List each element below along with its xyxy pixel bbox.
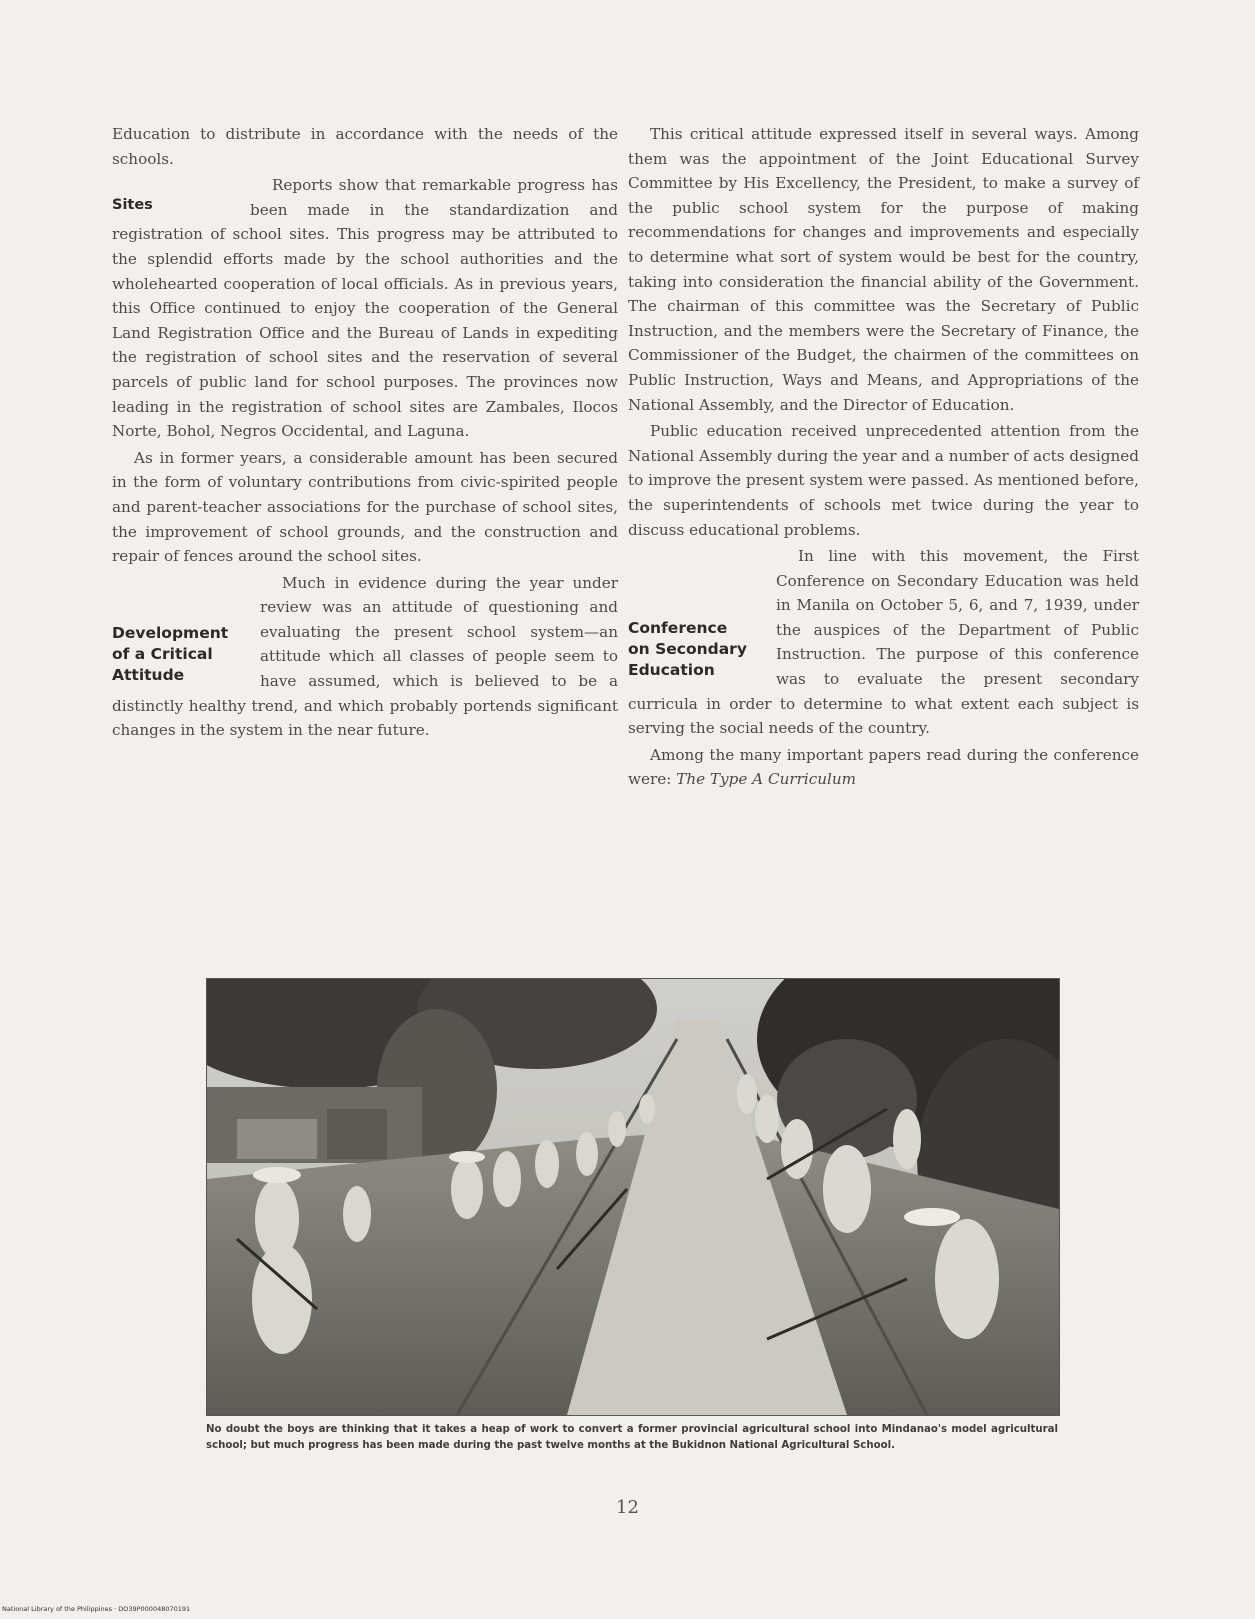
footer-credit: National Library of the Philippines · DO39P000048070191 <box>2 1605 191 1613</box>
left-paragraph-2: Reports show that remarkable progress has been made in the standardization and registration of school sites. This progress may be attributed to the splendid efforts made by the school authorities and the wholehearted cooperation of local officials. As in previous years, this Office continued to enjoy the cooperation of the General Land Registration Office and the Bureau of Lands in expediting the registration of school sites and the reservation of several parcels of public land for school purposes. The provinces now leading in the registration of school sites are Zambales, Ilocos Norte, Bohol, Negros Occidental, and Laguna. <box>112 176 618 441</box>
right-paragraph-2: Public education received unprecedented attention from the National Assembly during the year and a number of acts designed to improve the present system were passed. As mentioned before, the superintendents of schools met twice during the year to discuss educational problems. <box>628 422 1139 539</box>
left-column <box>112 122 618 745</box>
photograph <box>206 978 1060 1416</box>
italic-title: The Type A Curriculum <box>676 770 857 789</box>
side-heading-conference: Conference on Secondary Education <box>628 619 747 680</box>
right-paragraph-1: This critical attitude expressed itself in several ways. Among them was the appointment of the Joint Educational Survey Committee by His Excellency, the President, to make a survey of the public school system for the purpose of making recommendations for changes and improvements and especially to determine what sort of system would be best for the country, taking into consideration the financial ability of the Government. The chairman of this committee was the Secretary of Public Instruction, and the members were the Secretary of Finance, the Commissioner of the Budget, the chairmen of the committees on Public Instruction, Ways and Means, and Appropriations of the National Assembly, and the Director of Education. <box>628 125 1139 414</box>
side-heading-development: Development of a Critical Attitude <box>112 623 229 684</box>
left-paragraph-3: As in former years, a considerable amount has been secured in the form of voluntary contributions from civic-spirited people and parent-teacher associations for the purchase of school sites, the improvement of school grounds, and the construction and repair of fences around the school sites. <box>112 448 618 566</box>
photo-caption: No doubt the boys are thinking that it takes a heap of work to convert a former provincial agricultural school into Mindanao's model agricultural school; but much progress has been made during the past twelve months at the Bukidnon National Agricultural School. <box>206 1424 1058 1451</box>
photo-illustration <box>207 979 1059 1415</box>
side-heading-sites: Sites <box>112 197 153 214</box>
page-number: 12 <box>616 1497 639 1518</box>
left-paragraph-4: Much in evidence during the year under review was an attitude of questioning and evaluating the present school system—an attitude which all classes of people seem to have assumed, which is believed to be a distinctly healthy trend, and which probably portends significant changes in the system in the near future. <box>112 573 618 740</box>
right-column <box>628 122 1139 794</box>
right-paragraph-4: Among the many important papers read during the conference were: The Type A Curriculum <box>628 745 1139 789</box>
right-paragraph-3: In line with this movement, the First Conference on Secondary Education was held in Manila on October 5, 6, and 7, 1939, under the auspices of the Department of Public Instruction. The purpose of this conference was to evaluate the present secondary curricula in order to determine to what extent each subject is serving the social needs of the country. <box>628 547 1139 738</box>
left-paragraph-1: Education to distribute in accordance with the needs of the schools. <box>112 125 618 168</box>
